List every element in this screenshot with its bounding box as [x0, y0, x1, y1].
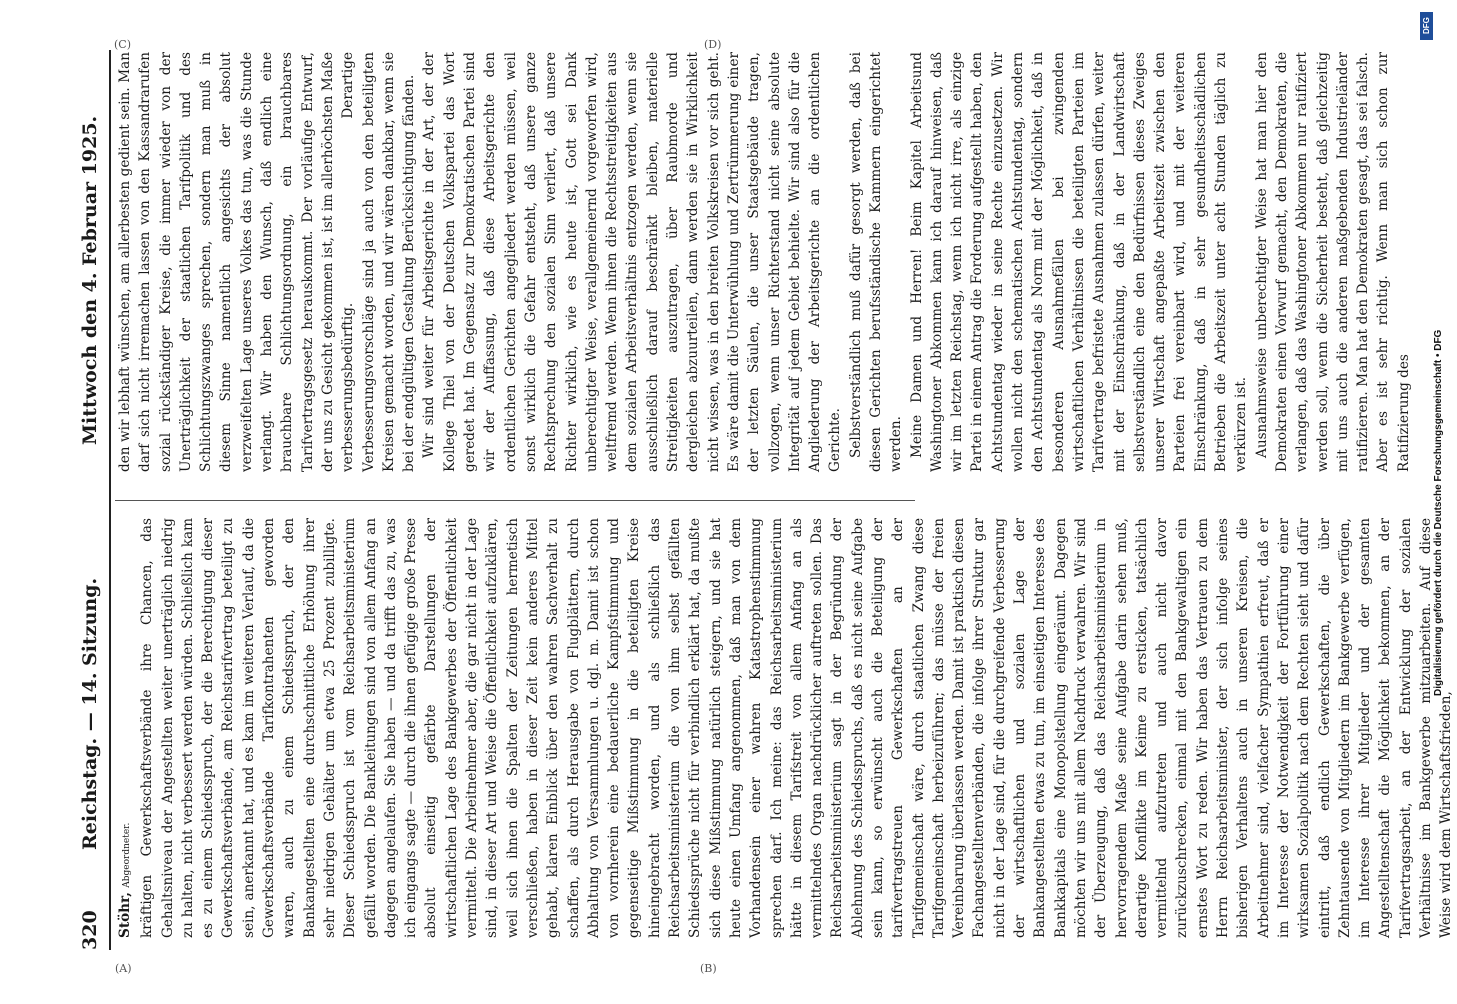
- speaker-name: Stöhr,: [117, 892, 133, 938]
- speaker-line: [115, 518, 137, 938]
- paragraph: Ausnahmsweise unberechtigter Weise hat man hier den Demokraten einen Vorwurf gemacht, den Demokraten, die verlangen, daß das Washingtoner Abkommen nur ratifiziert werden soll, wenn die Sicherheit besteht, daß gleichzeitig mit uns auch die anderen maßgebenden Industrieländer ratifizieren. Man hat den Demokraten gesagt, das sei falsch. Aber es ist sehr richtig. Wenn man sich schon zur Ratifizierung des: [1253, 52, 1412, 472]
- margin-mark-c: (C): [114, 38, 131, 51]
- paragraph: Meine Damen und Herren! Beim Kapitel Arbeitsund Washingtoner Abkommen kann ich darauf hinweisen, daß wir im letzten Reichstag, wenn ich nicht irre, als einzige Partei in einem Antrag die Forderung aufgestellt haben, den Achtstundentag wieder in seine Rechte einzusetzen. Wir wollen nicht den schematischen Achtstundentag, sondern den Achtstundentag als Norm mit der Möglichkeit, daß in besonderen Ausnahmefällen bei zwingenden wirtschaftlichen Verhältnissen die beteiligten Parteien im Tarifvertrage befristete Ausnahmen zulassen dürfen, weiter mit der Einschränkung, daß in der Landwirtschaft selbstverständlich eine den Bedürfnissen dieses Zweiges unserer Wirtschaft angepaßte Arbeitszeit zwischen den Parteien frei vereinbart wird, und mit der weiteren Einschränkung, daß in sehr gesundheitsschädlichen Betrieben die Arbeitszeit unter acht Stunden täglich zu verkürzen ist.: [908, 52, 1250, 472]
- column-divider: [115, 500, 915, 501]
- paragraph: kräftigen Gewerkschaftsverbände ihre Chancen, das Gehaltsniveau der Angestellten weiter unerträglich niedrig zu halten, nicht verbessert werden würden. Schließlich kam es zu einem Schiedsspruch, der die Berechtigung dieser Gewerkschaftsverbände, am Reichstarifvertrag beteiligt zu sein, anerkannt hat, und es kam im weiteren Verlauf, da die Gewerkschaftsverbände Tarifkontrahenten geworden waren, auch zu einem Schiedsspruch, der den Bankangestellten eine durchschnittliche Erhöhung ihrer sehr niedrigen Gehälter um etwa 25 Prozent zubilligte. Dieser Schiedsspruch ist vom Reichsarbeitsministerium gefällt worden. Die Bankleitungen sind von allem Anfang an dagegen angelaufen. Sie haben — und da trifft das zu, was ich eingangs sagte — durch die ihnen gefügige große Presse absolut einseitig gefärbte Darstellungen der wirtschaftlichen Lage des Bankgewerbes der Öffentlichkeit vermittelt. Die Arbeitnehmer aber, die gar nicht in der Lage sind, in dieser Art und Weise die Öffentlichkeit aufzuklären, weil sich ihnen die Spalten der Zeitungen hermetisch verschließen, haben in dieser Zeit kein anderes Mittel gehabt, klaren Einblick über den wahren Sachverhalt zu schaffen, als durch Herausgabe von Flugblättern, durch Abhaltung von Versammlungen u. dgl. m. Damit ist schon von vornherein eine bedauerliche Kampfstimmung und gegenseitige Mißstimmung in die beteiligten Kreise hineingebracht worden, und als schließlich das Reichsarbeitsministerium die von ihm selbst gefällten Schiedssprüche nicht für verbindlich erklärt hat, da mußte sich diese Mißstimmung natürlich steigern, und sie hat heute einen Umfang angenommen, daß man von dem Vorhandensein einer wahren Katastrophenstimmung sprechen darf. Ich meine: das Reichsarbeitsministerium hätte in diesem Tarifstreit von allem Anfang an als vermittelndes Organ nachdrücklicher auftreten sollen. Das Reichsarbeitsministerium sagt in der Begründung der Ablehnung des Schiedsspruchs, daß es nicht seine Aufgabe sein kann, so erwünscht auch die Beteiligung der tarifvertragstreuen Gewerkschaften an der Tarifgemeinschaft wäre, durch staatlichen Zwang diese Tarifgemeinschaft herbeizuführen; das müsse der freien Vereinbarung überlassen werden. Damit ist praktisch diesen Fachangestelltenverbänden, die infolge ihrer Struktur gar nicht in der Lage sind, für die durchgreifende Verbesserung der wirtschaftlichen und sozialen Lage der Bankangestellten etwas zu tun, im einseitigen Interesse des Bankkapitals eine Monopolstellung eingeräumt. Dagegen möchten wir uns mit allem Nachdruck verwahren. Wir sind der Überzeugung, daß das Reichsarbeitsministerium in hervorragendem Maße seine Aufgabe darin sehen muß, derartige Konflikte im Keime zu ersticken, tatsächlich vermittelnd aufzutreten und auch nicht davor zurückzuschrecken, einmal mit den Bankgewaltigen ein ernstes Wort zu reden. Wir haben das Vertrauen zu dem Herrn Reichsarbeitsminister, der sich infolge seines bisherigen Verhaltens auch in unseren Kreisen, die Arbeitnehmer sind, vielfacher Sympathien erfreut, daß er im Interesse der Notwendigkeit der Fortführung einer wirksamen Sozialpolitik nach dem Rechten sieht und dafür eintritt, daß endlich Gewerkschaften, die über Zehntausende von Mitgliedern im Bankgewerbe verfügen, im Interesse ihrer Mitglieder und der gesamten Angestelltenschaft die Möglichkeit bekommen, an der Tarifvertragsarbeit, an der Entwicklung der sozialen Verhältnisse im Bankgewerbe mitzuarbeiten. Auf diese Weise wird dem Wirtschaftsfrieden,: [139, 518, 1455, 938]
- page-number: 320: [79, 910, 101, 950]
- paragraph: Wir sind weiter für Arbeitsgerichte in der Art, der der Kollege Thiel von der Deutschen Volkspartei das Wort geredet hat. Im Gegensatz zur Demokratischen Partei sind wir der Auffassung, daß diese Arbeitsgerichte den ordentlichen Gerichten angegliedert werden müssen, weil sonst wirklich die Gefahr entsteht, daß unsere ganze Rechtsprechung den sozialen Sinn verliert, daß unsere Richter wirklich, wie es heute ist, Gott sei Dank unberechtigter Weise, verallgemeinernd vorgeworfen wird, weltfremd werden. Wenn ihnen die Rechtsstreitigkeiten aus dem sozialen Arbeitsverhältnis entzogen werden, wenn sie ausschließlich darauf beschränkt bleiben, materielle Streitigkeiten auszutragen, über Raubmorde und dergleichen abzuurteilen, dann werden sie in Wirklichkeit nicht wissen, was in den breiten Volkskreisen vor sich geht. Es wäre damit die Unterwühlung und Zertrümmerung einer der letzten Säulen, die unser Staatsgebäude tragen, vollzogen, wenn unser Richterstand nicht seine absolute Integrität auf jedem Gebiet behielte. Wir sind also für die Angliederung der Arbeitsgerichte an die ordentlichen Gerichte.: [421, 52, 844, 472]
- right-column: [115, 52, 1414, 472]
- margin-mark-a: (A): [115, 962, 132, 975]
- session-date: Mittwoch den 4. Februar 1925.: [79, 115, 101, 445]
- dfg-stamp: [1417, 6, 1444, 1004]
- dfg-credit-text: Digitalisierung gefördert durch die Deutsche Forschungsgemeinschaft • DFG: [1433, 329, 1444, 696]
- header-rule: [109, 50, 111, 950]
- margin-mark-b: (B): [700, 962, 717, 975]
- speaker-role: Abgeordneter.: [122, 822, 132, 888]
- dfg-logo: DFG: [1420, 12, 1433, 40]
- paragraph: den wir lebhaft wünschen, am allerbesten gedient sein. Man darf sich nicht irremachen lassen von den Kassandrarufen sozial rückständiger Kreise, die immer wieder von der Unerträglichkeit der staatlichen Tarifpolitik und des Schlichtungszwanges sprechen, sondern man muß in diesem Sinne namentlich angesichts der absolut verzweifelten Lage unseres Volkes das tun, was die Stunde verlangt. Wir haben den Wunsch, daß endlich eine brauchbare Schlichtungsordnung, ein brauchbares Tarifvertragsgesetz herauskommt. Der vorläufige Entwurf, der uns zu Gesicht gekommen ist, ist im allerhöchsten Maße verbesserungsbedürftig. Derartige Verbesserungsvorschläge sind ja auch von den beteiligten Kreisen gemacht worden, und wir wären dankbar, wenn sie bei der endgültigen Gestaltung Berücksichtigung fänden.: [117, 52, 418, 472]
- paragraph: Selbstverständlich muß dafür gesorgt werden, daß bei diesen Gerichten berufsständische Kammern eingerichtet werden.: [847, 52, 905, 472]
- session-title: Reichstag. — 14. Sitzung.: [79, 577, 101, 850]
- page-header: [75, 50, 109, 950]
- left-column: [115, 518, 1457, 938]
- margin-mark-d: (D): [704, 38, 722, 51]
